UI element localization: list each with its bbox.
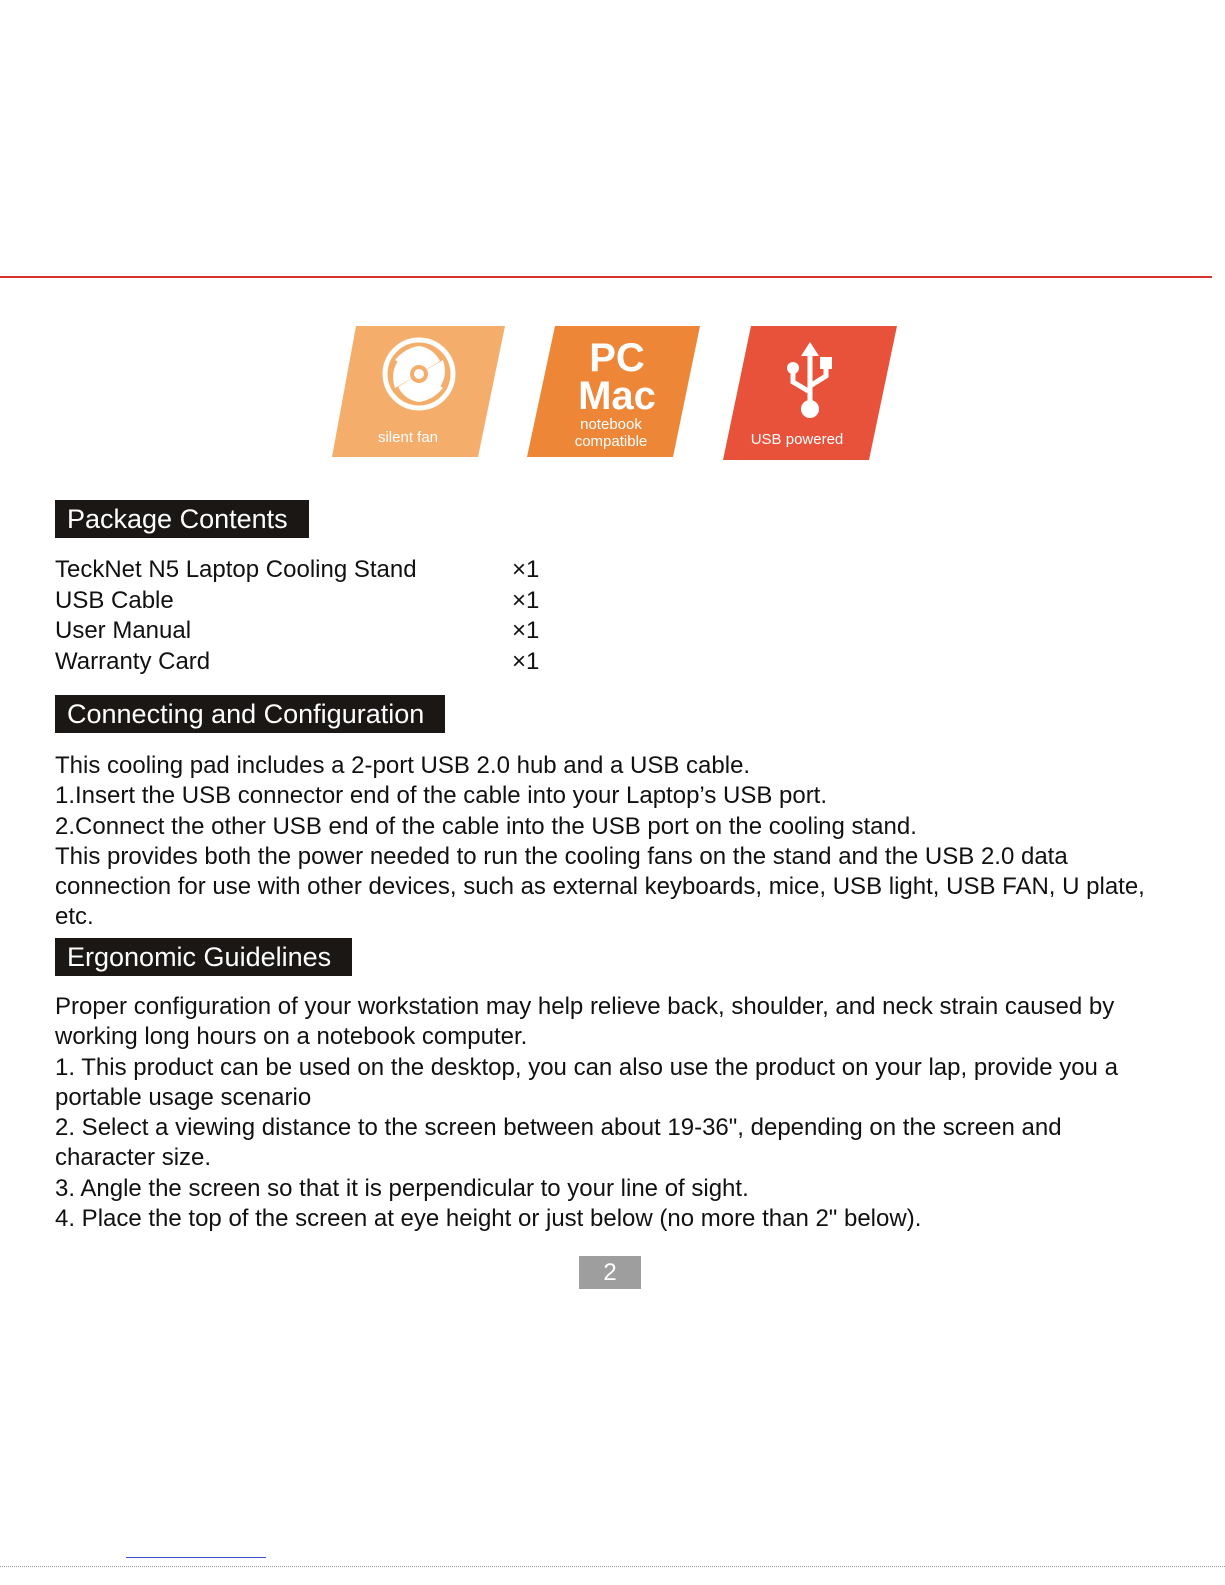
- connecting-step-2: 2.Connect the other USB end of the cable into the USB port on the cooling stand.: [55, 812, 917, 840]
- item-quantity: ×1: [512, 617, 540, 644]
- package-contents-heading: Package Contents: [55, 500, 309, 538]
- pc-mac-badge: [527, 326, 701, 457]
- notebook-label: notebook: [580, 416, 642, 433]
- list-item: [55, 616, 575, 647]
- ergonomic-step-2: 2. Select a viewing distance to the screen between about 19-36", depending on the screen and character size.: [55, 1114, 1062, 1172]
- silent-fan-badge: [332, 326, 506, 457]
- footer-link-underline: [126, 1557, 266, 1558]
- usb-powered-caption: USB powered: [750, 431, 844, 448]
- ergonomic-body: [55, 992, 1155, 1234]
- package-contents-list: [55, 555, 575, 677]
- item-name: USB Cable: [55, 586, 174, 614]
- item-quantity: ×1: [512, 586, 540, 614]
- ergonomic-heading: Ergonomic Guidelines: [55, 938, 352, 976]
- header-divider: [0, 276, 1212, 278]
- connecting-heading: Connecting and Configuration: [55, 695, 445, 733]
- silent-fan-caption: silent fan: [377, 429, 439, 446]
- ergonomic-intro: Proper configuration of your workstation may help relieve back, shoulder, and neck strain caused by working long hours on a notebook computer.: [55, 993, 1115, 1051]
- list-item: [55, 586, 575, 617]
- ergonomic-step-1: 1. This product can be used on the desktop, you can also use the product on your lap, provide you a portable usage scenario: [55, 1053, 1118, 1111]
- list-item: [55, 555, 575, 586]
- list-item: [55, 647, 575, 678]
- usb-powered-badge: [723, 326, 897, 457]
- pc-label: PC: [589, 336, 645, 380]
- compatible-label: compatible: [574, 433, 648, 450]
- connecting-intro: This cooling pad includes a 2-port USB 2.0 hub and a USB cable.: [55, 752, 751, 779]
- mac-label: Mac: [578, 374, 656, 418]
- connecting-body: [55, 751, 1155, 933]
- connecting-step-1: 1.Insert the USB connector end of the cable into your Laptop’s USB port.: [55, 782, 828, 810]
- footer-divider: [0, 1566, 1225, 1567]
- item-name: Warranty Card: [55, 647, 211, 675]
- item-name: User Manual: [55, 617, 192, 644]
- page-number: 2: [579, 1256, 641, 1289]
- ergonomic-step-3: 3. Angle the screen so that it is perpendicular to your line of sight.: [55, 1174, 749, 1202]
- ergonomic-step-4: 4. Place the top of the screen at eye height or just below (no more than 2" below).: [55, 1205, 922, 1233]
- item-quantity: ×1: [512, 647, 540, 675]
- connecting-note: This provides both the power needed to run the cooling fans on the stand and the USB 2.0 data connection for use with other devices, such as external keyboards, mice, USB light, USB FAN, U plate, etc.: [55, 842, 1145, 931]
- item-name: TeckNet N5 Laptop Cooling Stand: [55, 556, 417, 583]
- item-quantity: ×1: [512, 556, 540, 583]
